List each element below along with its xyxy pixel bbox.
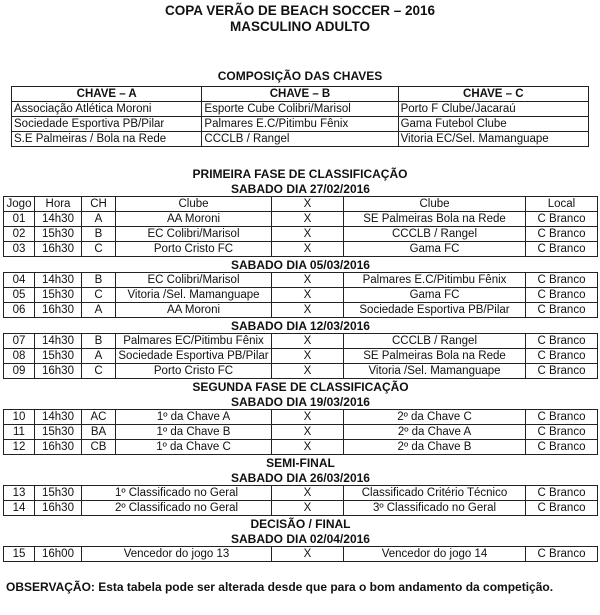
composition-row [12,102,589,117]
game-number: 04 [4,273,35,288]
game-row [4,273,598,288]
game-number: 11 [4,425,35,440]
venue: C Branco [526,547,598,562]
venue: C Branco [526,349,598,364]
game-time: 16h30 [35,303,82,318]
col-jogo: Jogo [4,197,35,212]
game-group: A [82,349,116,364]
composition-header-row [12,87,589,102]
game-time: 15h30 [35,227,82,242]
versus: X [272,242,344,257]
composition-col-b: CHAVE – B [202,87,398,102]
game-number: 10 [4,410,35,425]
game-group: AC [82,410,116,425]
versus: X [272,303,344,318]
team-cell: Sociedade Esportiva PB/Pilar [12,117,202,132]
home-team: AA Moroni [116,212,272,227]
away-team: CCCLB / Rangel [344,227,526,242]
game-row [4,486,598,501]
game-number: 15 [4,547,35,562]
game-number: 08 [4,349,35,364]
team-cell: Esporte Cube Colibri/Marisol [202,102,398,117]
game-row [4,547,598,562]
away-team: Vitoria /Sel. Mamanguape [344,364,526,379]
home-team: 1º da Chave B [116,425,272,440]
game-group: A [82,212,116,227]
versus: X [272,227,344,242]
versus: X [272,212,344,227]
home-team: 2º Classificado no Geral [82,501,272,516]
team-cell: CCCLB / Rangel [202,132,398,147]
semi-final-heading: SEMI-FINAL [266,455,335,470]
away-team: 2º da Chave C [344,410,526,425]
game-time: 15h30 [35,425,82,440]
schedule-header-row [4,197,598,212]
versus: X [272,273,344,288]
game-row [4,349,598,364]
away-team: SE Palmeiras Bola na Rede [344,212,526,227]
game-group: B [82,273,116,288]
composition-row [12,132,589,147]
game-time: 16h30 [35,364,82,379]
venue: C Branco [526,364,598,379]
observation-text: Esta tabela pode ser alterada desde que para o bom andamento da competição. [98,580,554,594]
page-title: COPA VERÃO DE BEACH SOCCER – 2016 [164,3,436,18]
versus: X [272,334,344,349]
venue: C Branco [526,288,598,303]
composition-col-c: CHAVE – C [398,87,588,102]
col-hora: Hora [35,197,82,212]
game-group: B [82,334,116,349]
home-team: EC Colibri/Marisol [116,273,272,288]
schedule-table [3,181,598,562]
composition-table [11,86,589,147]
game-row [4,227,598,242]
game-row [4,212,598,227]
round-date: SABADO DIA 02/04/2016 [231,531,370,546]
round-date: SABADO DIA 05/03/2016 [231,257,370,272]
home-team: 1º da Chave C [116,440,272,455]
venue: C Branco [526,273,598,288]
game-number: 02 [4,227,35,242]
home-team: Vencedor do jogo 13 [82,547,272,562]
first-phase-heading: PRIMEIRA FASE DE CLASSIFICAÇÃO [192,167,408,181]
home-team: EC Colibri/Marisol [116,227,272,242]
team-cell: S.E Palmeiras / Bola na Rede [12,132,202,147]
away-team: 2º da Chave B [344,440,526,455]
versus: X [272,288,344,303]
venue: C Branco [526,303,598,318]
game-time: 16h30 [35,242,82,257]
team-cell: Porto F Clube/Jacaraú [398,102,588,117]
game-number: 06 [4,303,35,318]
game-group: C [82,242,116,257]
final-heading: DECISÃO / FINAL [250,516,351,531]
composition-heading: COMPOSIÇÃO DAS CHAVES [217,69,383,83]
venue: C Branco [526,242,598,257]
game-time: 14h30 [35,212,82,227]
composition-col-a: CHAVE – A [12,87,202,102]
home-team: 1º Classificado no Geral [82,486,272,501]
team-cell: Vitoria EC/Sel. Mamanguape [398,132,588,147]
versus: X [272,440,344,455]
col-ch: CH [82,197,116,212]
col-clube-home: Clube [116,197,272,212]
game-group: BA [82,425,116,440]
venue: C Branco [526,501,598,516]
away-team: Palmares E.C/Pitimbu Fênix [344,273,526,288]
game-number: 13 [4,486,35,501]
versus: X [272,547,344,562]
col-local: Local [526,197,598,212]
game-number: 03 [4,242,35,257]
away-team: CCCLB / Rangel [344,334,526,349]
game-number: 01 [4,212,35,227]
venue: C Branco [526,410,598,425]
game-row [4,242,598,257]
home-team: Vitoria /Sel. Mamanguape [116,288,272,303]
away-team: SE Palmeiras Bola na Rede [344,349,526,364]
home-team: 1º da Chave A [116,410,272,425]
home-team: Porto Cristo FC [116,364,272,379]
home-team: Sociedade Esportiva PB/Pilar [116,349,272,364]
versus: X [272,364,344,379]
observation-label: OBSERVAÇÃO: [6,580,95,594]
team-cell: Gama Futebol Clube [398,117,588,132]
team-cell: Palmares E.C/Pitimbu Fênix [202,117,398,132]
venue: C Branco [526,486,598,501]
versus: X [272,425,344,440]
away-team: 2º da Chave A [344,425,526,440]
game-row [4,334,598,349]
game-time: 15h30 [35,288,82,303]
game-time: 14h30 [35,410,82,425]
venue: C Branco [526,440,598,455]
page-subtitle: MASCULINO ADULTO [230,19,370,34]
game-time: 16h30 [35,501,82,516]
round-date: SABADO DIA 19/03/2016 [231,394,370,409]
game-row [4,501,598,516]
game-number: 12 [4,440,35,455]
venue: C Branco [526,212,598,227]
away-team: Sociedade Esportiva PB/Pilar [344,303,526,318]
game-time: 16h30 [35,440,82,455]
observation-note [6,580,594,595]
team-cell: Associação Atlética Moroni [12,102,202,117]
venue: C Branco [526,334,598,349]
away-team: Gama FC [344,288,526,303]
game-group: C [82,288,116,303]
game-group: CB [82,440,116,455]
versus: X [272,349,344,364]
venue: C Branco [526,227,598,242]
versus: X [272,410,344,425]
game-row [4,364,598,379]
venue: C Branco [526,425,598,440]
away-team: 3º Classificado no Geral [344,501,526,516]
second-phase-heading: SEGUNDA FASE DE CLASSIFICAÇÃO [192,379,409,394]
game-row [4,425,598,440]
game-group: C [82,364,116,379]
game-time: 15h30 [35,486,82,501]
col-x: X [272,197,344,212]
game-group: B [82,227,116,242]
composition-row [12,117,589,132]
game-number: 05 [4,288,35,303]
game-row [4,303,598,318]
home-team: Porto Cristo FC [116,242,272,257]
game-time: 14h30 [35,273,82,288]
home-team: Palmares EC/Pitimbu Fênix [116,334,272,349]
game-number: 09 [4,364,35,379]
round-date: SABADO DIA 27/02/2016 [231,181,370,196]
round-date: SABADO DIA 26/03/2016 [231,470,370,485]
versus: X [272,501,344,516]
game-number: 07 [4,334,35,349]
game-time: 16h00 [35,547,82,562]
game-number: 14 [4,501,35,516]
away-team: Vencedor do jogo 14 [344,547,526,562]
home-team: AA Moroni [116,303,272,318]
away-team: Classificado Critério Técnico [344,486,526,501]
game-row [4,288,598,303]
game-time: 14h30 [35,334,82,349]
round-date: SABADO DIA 12/03/2016 [231,318,370,333]
game-row [4,440,598,455]
away-team: Gama FC [344,242,526,257]
col-clube-away: Clube [344,197,526,212]
game-time: 15h30 [35,349,82,364]
game-row [4,410,598,425]
versus: X [272,486,344,501]
game-group: A [82,303,116,318]
